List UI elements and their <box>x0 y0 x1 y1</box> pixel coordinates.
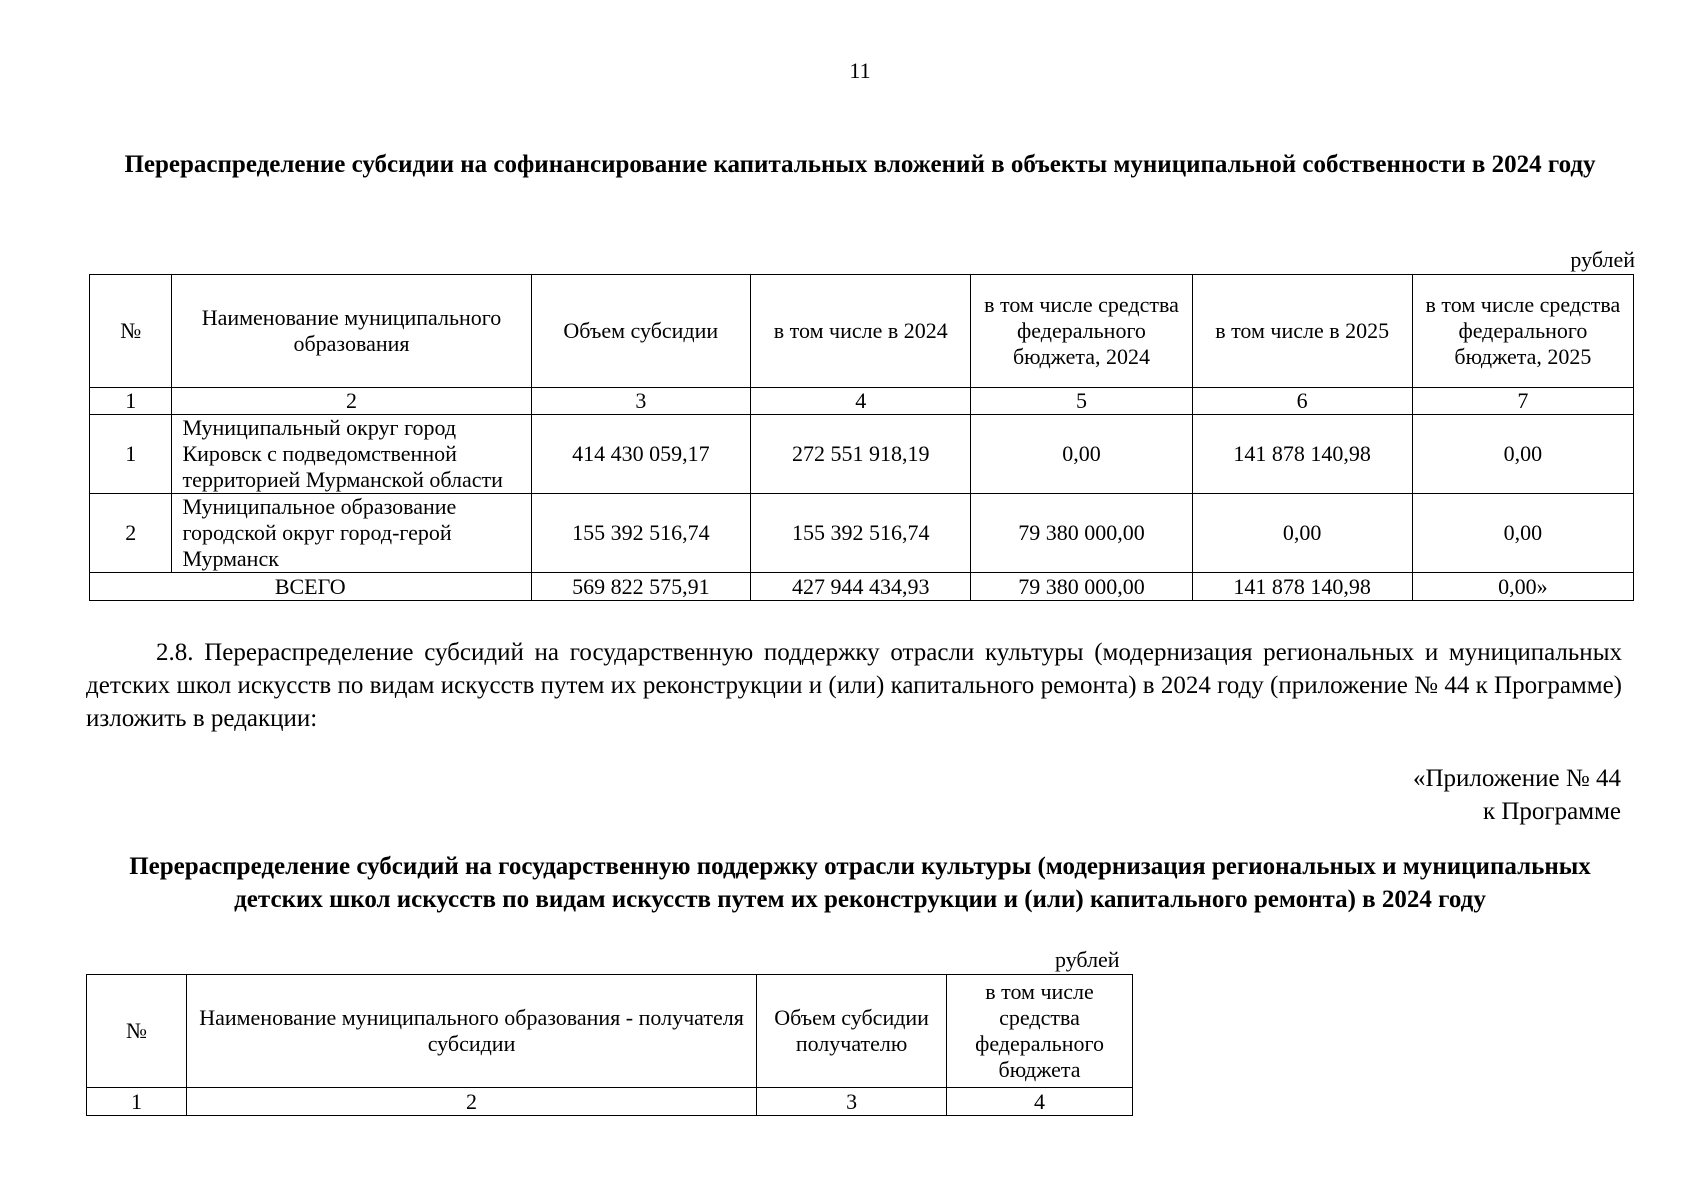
section1-title: Перераспределение субсидии на софинансирование капитальных вложений в объекты муниципальной собственности в 2024 году <box>124 151 1596 178</box>
subsidy-2024: 155 392 516,74 <box>751 494 971 573</box>
federal-2024: 0,00 <box>971 415 1192 494</box>
federal-2024: 79 380 000,00 <box>971 494 1192 573</box>
column-number: 5 <box>971 388 1192 415</box>
row-number: 2 <box>90 494 172 573</box>
federal-2025: 0,00 <box>1412 415 1633 494</box>
annex-line-1: «Приложение № 44 <box>1412 765 1621 792</box>
municipality-name: Муниципальное образование городской округ город-герой Мурманск <box>172 494 531 573</box>
paragraph-2-8: 2.8. Перераспределение субсидий на государственную поддержку отрасли культуры (модернизация региональных и муниципальных детских школ искусств по видам искусств путем их реконструкции и (или) капитального ремонта) в 2024 году (приложение № 44 к Программе) изложить в редакции: <box>86 639 1622 732</box>
subsidy-total: 414 430 059,17 <box>531 415 751 494</box>
total-2025: 141 878 140,98 <box>1192 573 1412 601</box>
header-cell: в том числе средства федерального бюджета, 2024 <box>971 275 1192 388</box>
header-cell: Наименование муниципального образования <box>172 275 531 388</box>
column-number-row <box>87 1088 1133 1116</box>
subsidy-2024: 272 551 918,19 <box>751 415 971 494</box>
total-row <box>90 573 1634 601</box>
column-number: 2 <box>172 388 531 415</box>
header-cell: № <box>90 275 172 388</box>
municipality-name: Муниципальный округ город Кировск с подведомственной территорией Мурманской области <box>172 415 531 494</box>
page-number: 11 <box>849 58 871 83</box>
table-row <box>90 415 1634 494</box>
subsidy-table-1 <box>89 274 1634 601</box>
table-header-row <box>90 275 1634 388</box>
header-cell: в том числе средства федерального бюджета, 2025 <box>1412 275 1633 388</box>
header-cell: Наименование муниципального образования - получателя субсидии <box>186 975 756 1088</box>
column-number: 2 <box>186 1088 756 1116</box>
total-federal-2025: 0,00» <box>1412 573 1633 601</box>
column-number: 7 <box>1412 388 1633 415</box>
column-number-row <box>90 388 1634 415</box>
column-number: 3 <box>757 1088 947 1116</box>
annex-line-2: к Программе <box>1482 798 1621 825</box>
total-federal-2024: 79 380 000,00 <box>971 573 1192 601</box>
total-label: ВСЕГО <box>90 573 532 601</box>
column-number: 4 <box>947 1088 1133 1116</box>
column-number: 6 <box>1192 388 1412 415</box>
total-2024: 427 944 434,93 <box>751 573 971 601</box>
column-number: 1 <box>87 1088 187 1116</box>
header-cell: Объем субсидии получателю <box>757 975 947 1088</box>
column-number: 1 <box>90 388 172 415</box>
header-cell: в том числе средства федерального бюджета <box>947 975 1133 1088</box>
header-cell: в том числе в 2024 <box>751 275 971 388</box>
subsidy-total: 155 392 516,74 <box>531 494 751 573</box>
column-number: 4 <box>751 388 971 415</box>
annex-reference <box>1413 762 1621 828</box>
header-cell: № <box>87 975 187 1088</box>
subsidy-2025: 141 878 140,98 <box>1192 415 1412 494</box>
subsidy-2025: 0,00 <box>1192 494 1412 573</box>
section2-units: рублей <box>1055 947 1120 972</box>
section2-title: Перераспределение субсидий на государственную поддержку отрасли культуры (модернизация региональных и муниципальных детских школ искусств по видам искусств путем их реконструкции и (или) капитального ремонта) в 2024 году <box>129 853 1591 913</box>
total-subsidy: 569 822 575,91 <box>531 573 751 601</box>
header-cell: в том числе в 2025 <box>1192 275 1412 388</box>
federal-2025: 0,00 <box>1412 494 1633 573</box>
column-number: 3 <box>531 388 751 415</box>
subsidy-table-2 <box>86 974 1133 1116</box>
section1-units: рублей <box>1570 247 1635 272</box>
row-number: 1 <box>90 415 172 494</box>
table-header-row <box>87 975 1133 1088</box>
table-row <box>90 494 1634 573</box>
header-cell: Объем субсидии <box>531 275 751 388</box>
